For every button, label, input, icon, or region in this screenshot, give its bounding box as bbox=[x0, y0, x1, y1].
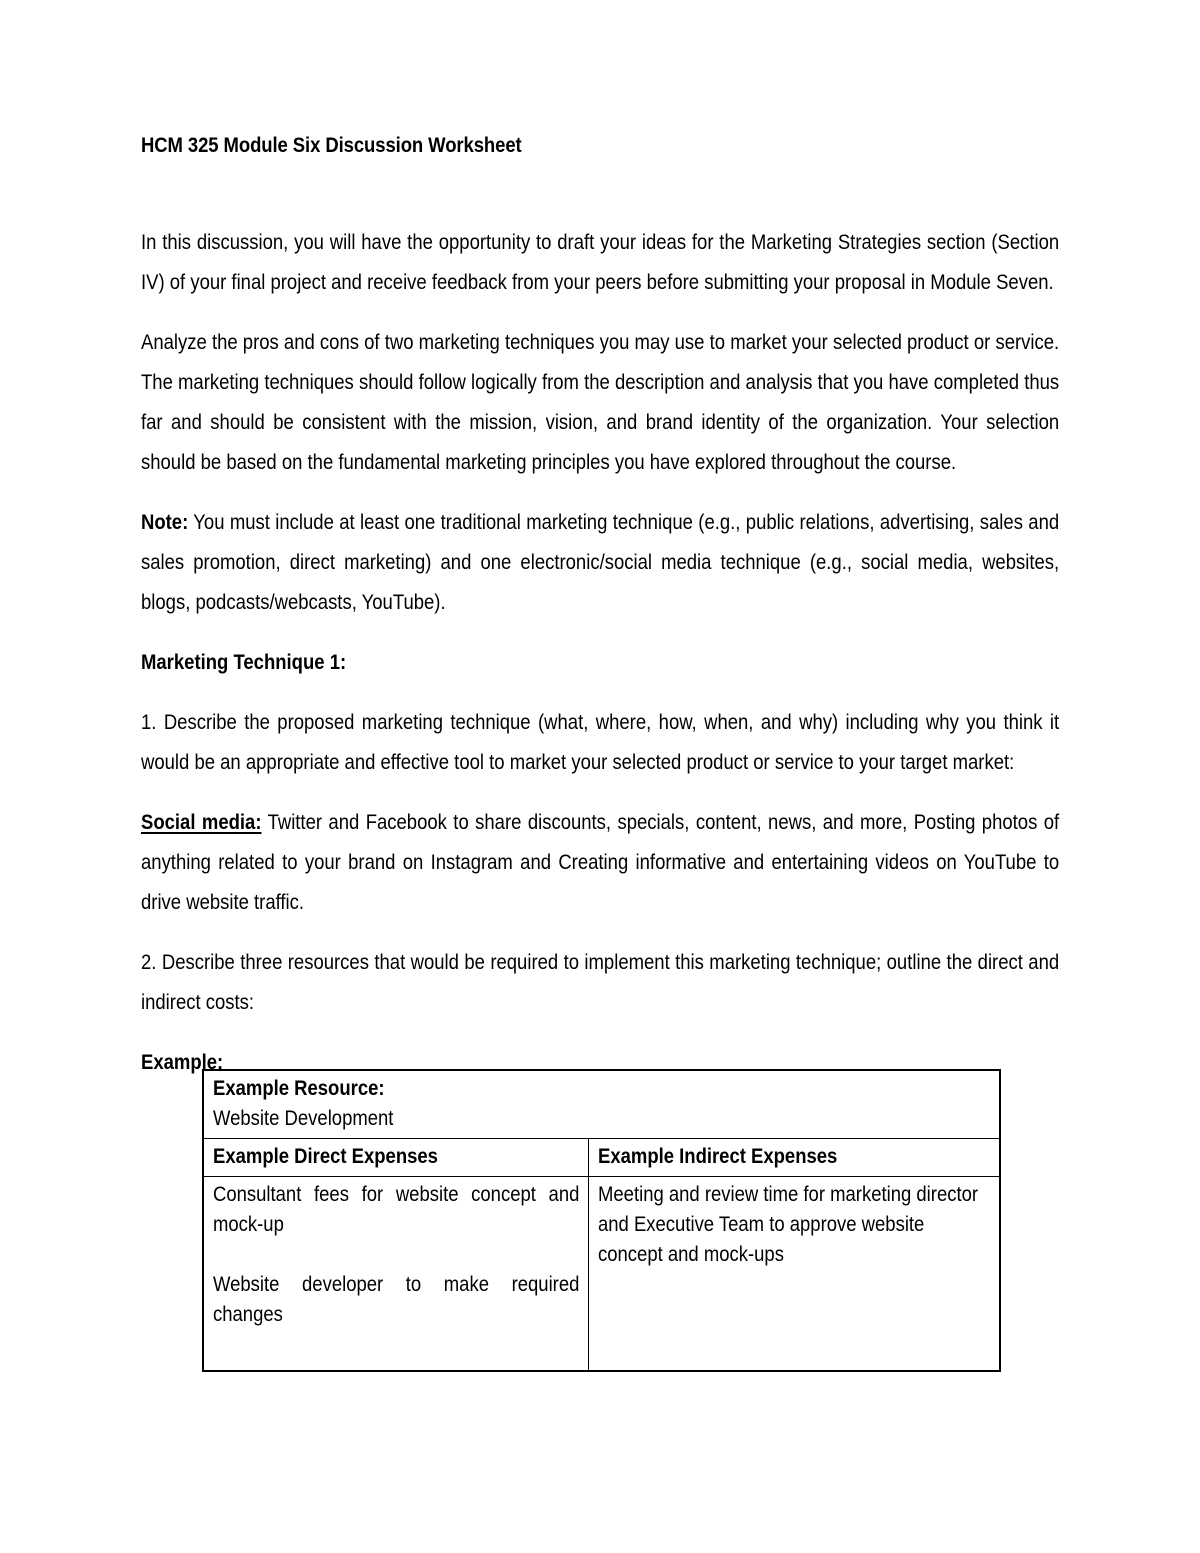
paragraph-spacer bbox=[141, 782, 1059, 802]
example-resource-table bbox=[202, 1069, 1001, 1372]
table-row-headers bbox=[203, 1139, 1000, 1177]
column-header-indirect-text: Example Indirect Expenses bbox=[597, 1145, 837, 1168]
title-spacer bbox=[141, 160, 1059, 222]
paragraph-spacer bbox=[141, 1022, 1059, 1042]
note-body: You must include at least one traditional marketing technique (e.g., public relations, advertising, sales and sales promotion, direct marketing) and one electronic/social media technique (e.g., social media, websites, blogs, podcasts/webcasts, YouTube). bbox=[141, 510, 1060, 614]
resource-value: Website Development bbox=[213, 1107, 394, 1130]
column-header-direct-text: Example Direct Expenses bbox=[213, 1145, 438, 1168]
resource-label: Example Resource: bbox=[213, 1077, 385, 1100]
paragraph-spacer bbox=[141, 622, 1059, 642]
indirect-item-1: Meeting and review time for marketing director and Executive Team to approve website concept and mock-ups bbox=[597, 1183, 978, 1266]
document-body bbox=[141, 131, 1059, 1082]
table-row-body bbox=[203, 1177, 1000, 1372]
paragraph-intro: In this discussion, you will have the opportunity to draft your ideas for the Marketing Strategies section (Section IV) of your final project and receive feedback from your peers before submitting your proposal in Module Seven. bbox=[141, 230, 1060, 294]
column-header-direct bbox=[203, 1139, 588, 1177]
paragraph-spacer bbox=[141, 302, 1059, 322]
marketing-technique-heading-text: Marketing Technique 1: bbox=[141, 650, 347, 674]
answer-label: Social media: bbox=[141, 810, 262, 834]
paragraph-question-one: 1. Describe the proposed marketing technique (what, where, how, when, and why) including why you think it would be an appropriate and effective tool to market your selected product or service to your target market: bbox=[141, 710, 1060, 774]
cell-direct-expenses bbox=[203, 1177, 588, 1372]
paragraph-spacer bbox=[141, 922, 1059, 942]
column-header-indirect bbox=[588, 1139, 1000, 1177]
example-table-wrapper bbox=[202, 1069, 999, 1372]
table-row-resource bbox=[203, 1070, 1000, 1139]
example-heading-text: Example: bbox=[141, 1050, 224, 1074]
paragraph-spacer bbox=[141, 682, 1059, 702]
note-label: Note: bbox=[141, 510, 189, 534]
direct-item-1: Consultant fees for website concept and mock-up bbox=[213, 1183, 580, 1236]
paragraph-analyze: Analyze the pros and cons of two marketing techniques you may use to market your selected product or service. The marketing techniques should follow logically from the description and analysis that you have completed thus far and should be consistent with the mission, vision, and brand identity of the organization. Your selection should be based on the fundamental marketing principles you have explored throughout the course. bbox=[141, 330, 1060, 474]
paragraph-spacer bbox=[141, 482, 1059, 502]
direct-item-2: Website developer to make required changes bbox=[213, 1273, 580, 1326]
paragraph-note bbox=[141, 502, 1059, 622]
page-title: HCM 325 Module Six Discussion Worksheet bbox=[141, 133, 522, 157]
answer-body: Twitter and Facebook to share discounts, specials, content, news, and more, Posting photos of anything related to your brand on Instagram and Creating informative and entertaining videos on YouTube to drive website traffic. bbox=[141, 810, 1060, 914]
heading-marketing-technique-1 bbox=[141, 642, 1059, 682]
cell-item-spacer bbox=[213, 1240, 580, 1270]
paragraph-answer-social-media bbox=[141, 802, 1059, 922]
resource-cell bbox=[203, 1070, 1000, 1139]
cell-indirect-expenses bbox=[588, 1177, 1000, 1372]
paragraph-question-two: 2. Describe three resources that would be required to implement this marketing technique; outline the direct and indirect costs: bbox=[141, 950, 1060, 1014]
